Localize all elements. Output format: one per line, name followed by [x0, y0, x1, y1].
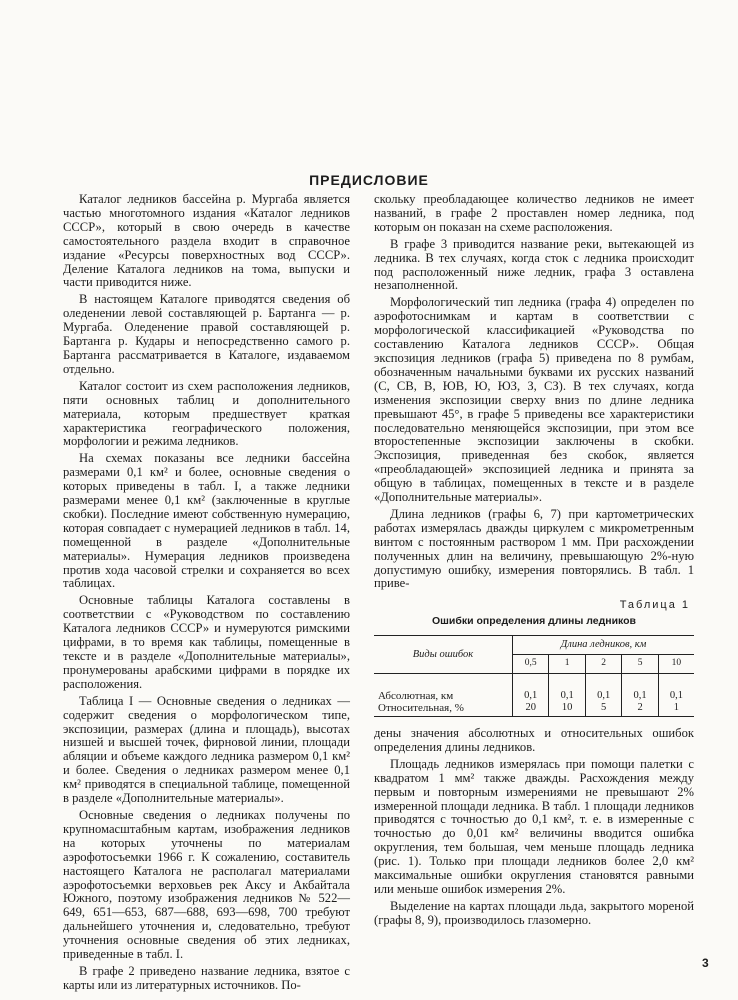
- header-length-value: 1: [549, 655, 585, 674]
- header-glacier-length: Длина ледников, км: [513, 636, 695, 655]
- paragraph: Каталог ледников бассейна р. Мургаба является частью многотомного издания «Каталог ледников СССР», который в свою очередь в качестве самостоятельного раздела входит в справочное издание «Ресурсы поверхностных вод СССР». Деление Каталога ледников на тома, выпуски и части приводится ниже.: [63, 192, 350, 290]
- paragraph: Площадь ледников измерялась при помощи палетки с квадратом 1 мм² также дважды. Расхождения между первым и повторным измерениями не превышают 2% измеренной площади ледника. В табл. 1 площади ледников приводятся с точностью до 0,1 км², т. е. в измеренные с точностью до 0,01 км² величины вводится ошибка округления, тем большая, чем меньше площадь ледника (рис. 1). Только при площади ледников более 2,0 км² максимальные ошибки округления становятся равными или меньше ошибок измерения 2%.: [374, 756, 694, 896]
- paragraph: Основные сведения о ледниках получены по крупномасштабным картам, изображения ледников на которых уточнены по материалам аэрофотосъемки 1966 г. К сожалению, составитель настоящего Каталога не располагал материалами аэрофотосъемки верховьев рек Аксу и Акбайтала Южного, поэтому изображения ледников № 522—649, 651—653, 687—688, 693—698, 700 требуют дальнейшего уточнения и, следовательно, требуют уточнения основные сведения об этих ледниках, приведенные в табл. I.: [63, 807, 350, 962]
- paragraph: скольку преобладающее количество ледников не имеет названий, в графе 2 проставлен номер ледника, под которым он показан на схеме расположения.: [374, 192, 694, 234]
- paragraph: В графе 2 приведено название ледника, взятое с карты или из литературных источников. По-: [63, 963, 350, 992]
- table-title: Ошибки определения длины ледников: [431, 615, 637, 628]
- row-label-absolute: Абсолютная, км: [378, 690, 454, 702]
- header-length-value: 5: [622, 655, 658, 674]
- right-column: [374, 193, 694, 931]
- page-number: 3: [702, 956, 709, 970]
- paragraph: На схемах показаны все ледники бассейна размерами 0,1 км² и более, основные сведения о которых приведены в табл. I, а также ледники размерами менее 0,1 км² (заключенные в круглые скобки). Последние имеют собственную нумерацию, которая совпадает с нумерацией ледников в табл. 14, помещенной в разделе «Дополнительные материалы». Нумерация ледников произведена против хода часовой стрелки и сохраняется во всех таблицах.: [63, 451, 350, 591]
- table-row: [374, 674, 694, 717]
- header-length-value: 10: [658, 655, 694, 674]
- paragraph: Основные таблицы Каталога составлены в соответствии с «Руководством по составлению Каталога ледников СССР» и нумеруются римскими цифрами, в то время как таблицы, помещенные в тексте и в разделе «Дополнительные материалы», пронумерованы арабскими цифрами в порядке их расположения.: [63, 593, 350, 691]
- paragraph: Таблица I — Основные сведения о ледниках — содержит сведения о морфологическом типе, экспозиции, размерах (длина и площадь), высотах низшей и высшей точек, фирновой линии, площади абляции и объеме каждого ледника размером 0,1 км² и более. Сведения о ледниках размером менее 0,1 км² приводятся в специальной таблице, помещенной в разделе «Дополнительные материалы».: [63, 693, 350, 806]
- table-row-labels: [374, 674, 513, 717]
- paragraph: дены значения абсолютных и относительных ошибок определения длины ледников.: [374, 726, 694, 754]
- header-length-value: 2: [585, 655, 621, 674]
- table-cell: 0,1 5: [585, 674, 621, 717]
- table-cell: 0,1 20: [513, 674, 549, 717]
- error-table-block: [374, 599, 694, 717]
- paragraph: Длина ледников (графы 6, 7) при картометрических работах измерялась дважды циркулем с микрометренным винтом с постоянным раствором 1 мм. При расхождении полученных длин на величину, превышающую 2%-ную допустимую ошибку, измерения повторялись. В табл. 1 приве-: [374, 506, 694, 591]
- header-length-value: 0,5: [513, 655, 549, 674]
- paragraph: В настоящем Каталоге приводятся сведения об оледенении левой составляющей р. Бартанга — р. Мургаба. Оледенение правой составляющей р. Бартанга р. Кудары и непосредственно самого р. Бартанга рассматривается в Каталоге, издаваемом отдельно.: [63, 292, 350, 376]
- paragraph: Каталог состоит из схем расположения ледников, пяти основных таблиц и дополнительного материала, которым предшествует краткая характеристика географического положения, морфологии и режима ледников.: [63, 378, 350, 449]
- table-number: Таблица 1: [619, 599, 690, 612]
- header-error-types: Виды ошибок: [374, 636, 513, 674]
- page-title: ПРЕДИСЛОВИЕ: [309, 172, 429, 188]
- left-column: [63, 193, 350, 996]
- error-table: [374, 635, 694, 717]
- row-label-relative: Относительная, %: [378, 702, 464, 714]
- table-cell: 0,1 2: [622, 674, 658, 717]
- paragraph: Морфологический тип ледника (графа 4) определен по аэрофотоснимкам и картам в соответствии с морфологической классификацией «Руководства по составлению Каталога ледников СССР». Общая экспозиция ледников (графа 5) приведена по 8 румбам, обозначенным начальными буквами их русских названий (С, СВ, В, ЮВ, Ю, ЮЗ, З, СЗ). В тех случаях, когда изменения экспозиции сверху вниз по длине ледника превышают 45°, в графе 5 приведены все характеристики последовательно меняющейся экспозиции, при этом все второстепенные экспозиции заключены в скобки. Экспозиция, приведенная без скобок, является «преобладающей» экспозицией ледника и принята за общую в таблицах, помещенных в тексте и в разделе «Дополнительные материалы».: [374, 295, 694, 505]
- paragraph: Выделение на картах площади льда, закрытого мореной (графы 8, 9), производилось глазомерно.: [374, 898, 694, 927]
- table-cell: 0,1 1: [658, 674, 694, 717]
- table-cell: 0,1 10: [549, 674, 585, 717]
- paragraph: В графе 3 приводится название реки, вытекающей из ледника. В тех случаях, когда сток с ледника происходит под расположенный ниже ледник, графа 3 оставлена незаполненной.: [374, 236, 694, 293]
